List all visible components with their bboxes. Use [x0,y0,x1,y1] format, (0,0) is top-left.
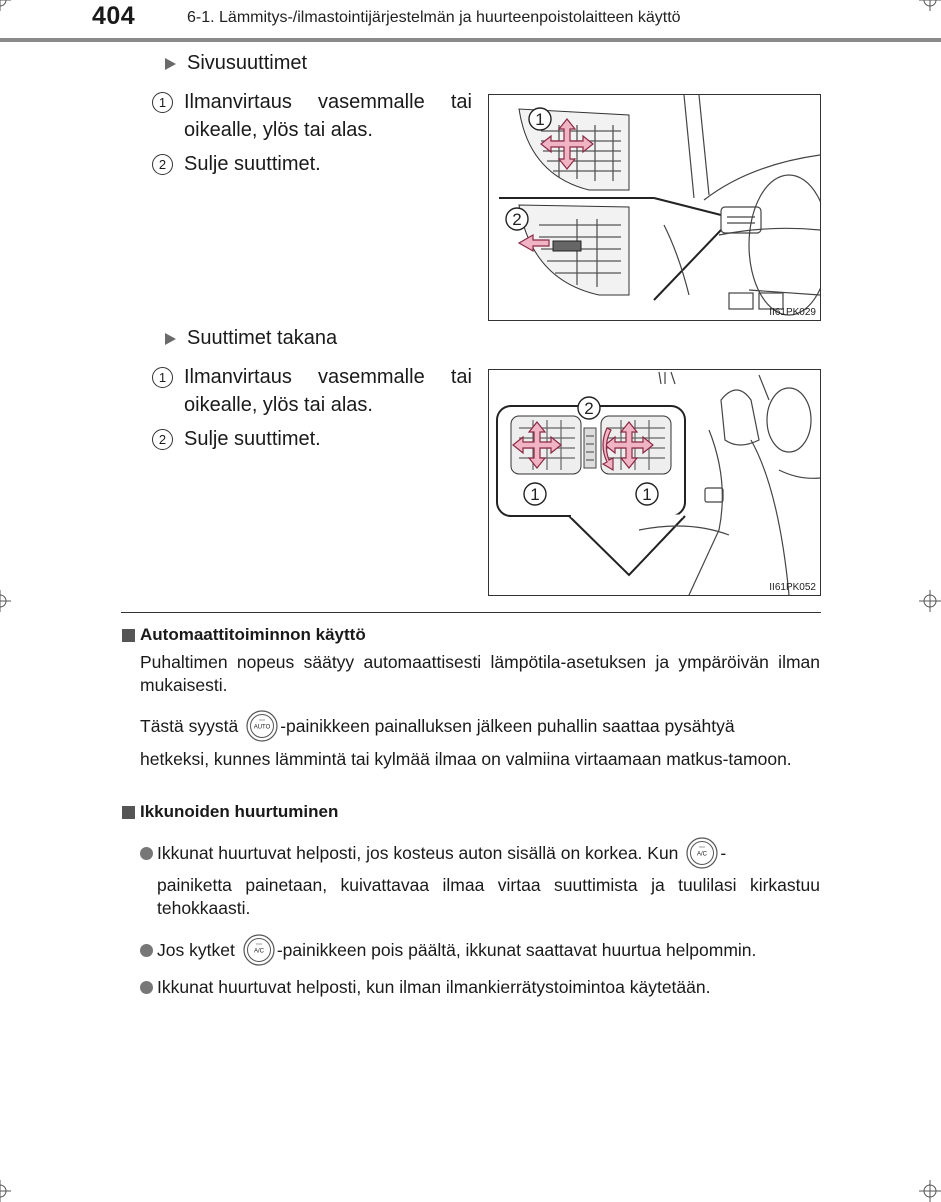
rear-vents-heading: Suuttimet takana [165,327,337,350]
page-number: 404 [92,2,136,30]
square-bullet-icon [122,629,135,642]
step-number: 1 [152,92,173,113]
callout-1: 1 [535,110,545,129]
triangle-bullet-icon [165,333,176,345]
auto-mode-paragraph-1: Puhaltimen nopeus säätyy automaattisesti lämpötila-asetuksen ja ympäröivän ilman mukaisesti. [140,652,820,695]
fogging-bullet-2: Jos kytket A/C -painikkeen pois päältä, ikkunat saattavat huurtua helpommin. [140,934,825,966]
ac-button-icon [243,934,275,966]
auto-mode-paragraph-2-line-1: Tästä syystä AUTO -painikkeen painalluksen jälkeen puhallin saattaa pysähtyä [140,710,820,742]
ac-button-icon [686,837,718,869]
step-number: 1 [152,367,173,388]
rear-vent-illustration [489,370,820,595]
step-number: 2 [152,429,173,450]
callout-1: 1 [642,485,652,504]
figure-code: II61PK029 [769,307,816,318]
section-divider [121,612,821,613]
rear-vents-item-2: 2 Sulje suuttimet. [152,425,472,453]
svg-text:A/C: A/C [253,948,264,955]
fogging-bullet-1-line-1: Ikkunat huurtuvat helposti, jos kosteus auton sisällä on korkea. Kun A/C - [140,837,825,869]
fogging-bullet-1-rest: painiketta painetaan, kuivattavaa ilmaa virtaa suuttimista ja tuulilasi kirkastuu tehokkaasti. [157,875,820,918]
registration-mark-icon [919,590,941,612]
header-rule [0,38,941,42]
bullet-icon [140,981,153,994]
rear-vents-figure [488,369,821,596]
side-vents-item-2: 2 Sulje suuttimet. [152,150,472,178]
registration-mark-icon [0,1180,11,1202]
svg-text:AUTO: AUTO [253,724,271,731]
auto-mode-paragraph-2-rest: hetkeksi, kunnes lämmintä tai kylmää ilmaa on valmiina virtaamaan matkus-tamoon. [140,749,792,769]
fogging-heading: Ikkunoiden huurtuminen [122,802,338,822]
svg-text:A/C: A/C [697,851,708,858]
rear-vents-item-1: 1 Ilmanvirtaus vasemmalle tai oikealle, ylös tai alas. [152,363,472,419]
auto-mode-heading: Automaattitoiminnon käyttö [122,625,366,645]
side-vents-figure [488,94,821,321]
registration-mark-icon [0,0,11,11]
square-bullet-icon [122,806,135,819]
bullet-icon [140,944,153,957]
side-vents-item-1: 1 Ilmanvirtaus vasemmalle tai oikealle, ylös tai alas. [152,88,472,144]
figure-code: II61PK052 [769,582,816,593]
registration-mark-icon [919,1180,941,1202]
fogging-bullet-3: Ikkunat huurtuvat helposti, kun ilman ilmankierrätystoimintoa käytetään. [140,976,825,999]
chapter-title: 6-1. Lämmitys-/ilmastointijärjestelmän ja huurteenpoistolaitteen käyttö [187,9,681,26]
callout-1: 1 [530,485,540,504]
registration-mark-icon [0,590,11,612]
step-number: 2 [152,154,173,175]
callout-2: 2 [512,210,522,229]
callout-2: 2 [584,399,594,418]
triangle-bullet-icon [165,58,176,70]
registration-mark-icon [919,0,941,11]
side-vent-illustration [489,95,820,320]
bullet-icon [140,847,153,860]
auto-button-icon [246,710,278,742]
side-vents-heading: Sivusuuttimet [165,52,307,75]
